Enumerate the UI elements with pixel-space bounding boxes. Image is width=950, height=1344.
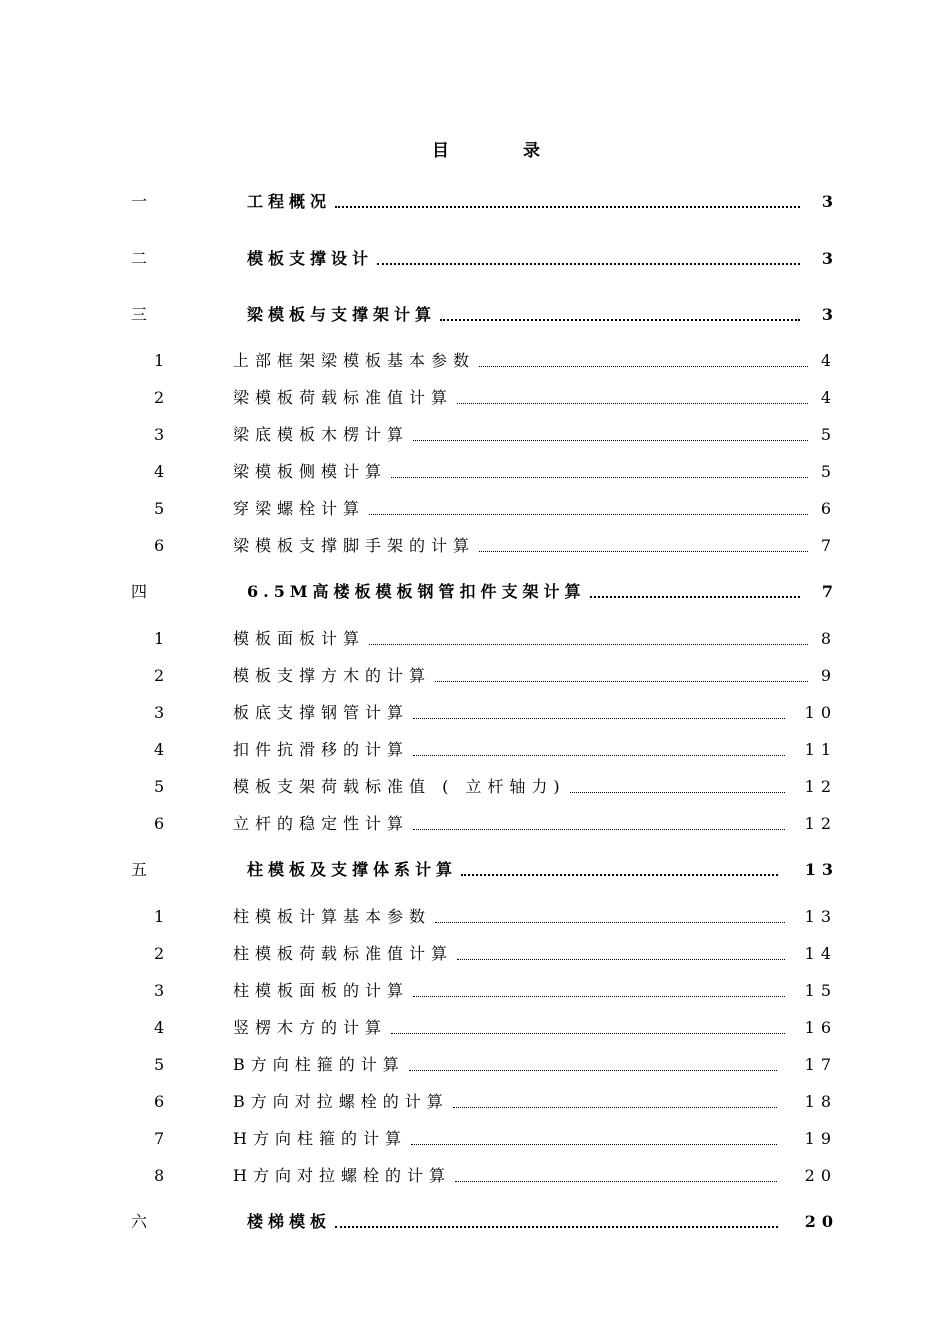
dot-leader	[391, 1033, 785, 1034]
toc-entry[interactable]	[0, 497, 950, 521]
toc-entry-page: 4	[820, 388, 837, 407]
toc-entry[interactable]	[0, 858, 950, 882]
toc-entry-page: 20	[804, 1166, 837, 1185]
toc-entry-leader	[247, 190, 800, 214]
toc-entry[interactable]	[0, 701, 950, 725]
toc-entry-number: 6	[154, 814, 165, 833]
dot-leader	[461, 874, 778, 876]
toc-entry-title: B方向对拉螺栓的计算	[233, 1092, 449, 1111]
toc-entry-number: 2	[154, 388, 165, 407]
toc-entry-title: 竖楞木方的计算	[233, 1018, 388, 1037]
dot-leader	[590, 596, 800, 598]
toc-entry[interactable]	[0, 979, 950, 1003]
toc-entry[interactable]	[0, 423, 950, 447]
toc-entry-page: 3	[821, 192, 839, 211]
toc-entry-title: 梁模板与支撑架计算	[247, 305, 437, 324]
dot-leader	[479, 366, 808, 367]
toc-entry-page: 11	[804, 740, 837, 759]
toc-entry[interactable]	[0, 1164, 950, 1188]
toc-entry-title: 穿梁螺栓计算	[233, 499, 366, 518]
dot-leader	[479, 551, 808, 552]
toc-entry-page: 4	[820, 351, 837, 370]
toc-entry-page: 15	[804, 981, 837, 1000]
toc-entry-leader	[247, 1210, 778, 1234]
toc-entry-title: 柱模板面板的计算	[233, 981, 410, 1000]
toc-entry-number: 8	[154, 1166, 165, 1185]
toc-entry-title: 柱模板及支撑体系计算	[247, 860, 458, 879]
toc-entry-page: 16	[804, 1018, 837, 1037]
toc-entry-page: 8	[820, 629, 837, 648]
toc-entry-number: 3	[154, 981, 165, 1000]
toc-entry-leader	[233, 349, 808, 373]
toc-entry-page: 18	[804, 1092, 837, 1111]
toc-entry-page: 9	[820, 666, 837, 685]
toc-entry-title: 模板面板计算	[233, 629, 366, 648]
toc-entry[interactable]	[0, 812, 950, 836]
toc-entry-title: 模板支撑设计	[247, 249, 374, 268]
toc-entry-title: 模板支撑方木的计算	[233, 666, 432, 685]
toc-entry-number: 1	[154, 351, 165, 370]
dot-leader	[413, 718, 785, 719]
dot-leader	[335, 206, 800, 208]
toc-entry-page: 17	[804, 1055, 837, 1074]
dot-leader	[453, 1107, 777, 1108]
dot-leader	[570, 792, 785, 793]
toc-entry-title: 梁底模板木楞计算	[233, 425, 410, 444]
toc-entry-title: 扣件抗滑移的计算	[233, 740, 410, 759]
dot-leader	[435, 922, 785, 923]
toc-entry[interactable]	[0, 1053, 950, 1077]
toc-entry-number: 6	[154, 536, 165, 555]
dot-leader	[391, 477, 808, 478]
toc-entry-number: 3	[154, 425, 165, 444]
toc-entry-number: 三	[131, 305, 148, 324]
toc-entry-page: 3	[821, 305, 839, 324]
toc-entry-leader	[233, 627, 808, 651]
toc-entry-title: 楼梯模板	[247, 1212, 332, 1231]
toc-entry-leader	[247, 580, 800, 604]
dot-leader	[435, 681, 808, 682]
toc-entry-page: 5	[820, 462, 837, 481]
toc-entry-page: 10	[804, 703, 837, 722]
toc-entry-leader	[233, 664, 808, 688]
toc-entry[interactable]	[0, 942, 950, 966]
toc-entry[interactable]	[0, 627, 950, 651]
toc-entry-title: H方向对拉螺栓的计算	[233, 1166, 451, 1185]
toc-entry-leader	[233, 812, 785, 836]
toc-entry-title: 柱模板荷载标准值计算	[233, 944, 454, 963]
toc-entry[interactable]	[0, 247, 950, 271]
toc-entry-number: 5	[154, 499, 165, 518]
toc-entry[interactable]	[0, 580, 950, 604]
dot-leader	[457, 403, 808, 404]
toc-entry-number: 5	[154, 1055, 165, 1074]
toc-entry-leader	[233, 1127, 777, 1151]
toc-entry-number: 7	[154, 1129, 165, 1148]
toc-entry-leader	[247, 303, 800, 327]
toc-entry-title: 工程概况	[247, 192, 332, 211]
toc-entry[interactable]	[0, 386, 950, 410]
dot-leader	[413, 440, 808, 441]
toc-entry-leader	[233, 1016, 785, 1040]
toc-entry-leader	[233, 1164, 777, 1188]
dot-leader	[455, 1181, 777, 1182]
toc-entry[interactable]	[0, 190, 950, 214]
toc-entry-number: 六	[131, 1212, 148, 1231]
toc-entry-number: 2	[154, 666, 165, 685]
toc-entry-title: B方向柱箍的计算	[233, 1055, 405, 1074]
dot-leader	[369, 644, 808, 645]
toc-entry[interactable]	[0, 905, 950, 929]
toc-entry[interactable]	[0, 738, 950, 762]
toc-entry-title: 上部框架梁模板基本参数	[233, 351, 476, 370]
toc-title	[0, 136, 950, 160]
toc-entry-leader	[233, 738, 785, 762]
toc-entry-page: 19	[804, 1129, 837, 1148]
toc-entry-number: 一	[131, 192, 148, 211]
toc-entry-leader	[233, 905, 785, 929]
dot-leader	[369, 514, 808, 515]
dot-leader	[335, 1226, 778, 1228]
dot-leader	[413, 996, 785, 997]
toc-entry-number: 4	[154, 1018, 165, 1037]
toc-entry-leader	[233, 942, 785, 966]
toc-entry-number: 5	[154, 777, 165, 796]
toc-entry[interactable]	[0, 1210, 950, 1234]
toc-entry-page: 7	[821, 582, 839, 601]
toc-entry-number: 3	[154, 703, 165, 722]
toc-entry[interactable]	[0, 1090, 950, 1114]
toc-entry-leader	[247, 858, 778, 882]
toc-entry-leader	[247, 247, 800, 271]
toc-entry-number: 2	[154, 944, 165, 963]
toc-entry-page: 5	[820, 425, 837, 444]
toc-entry-page: 20	[804, 1212, 839, 1231]
toc-entry-title: 梁模板荷载标准值计算	[233, 388, 454, 407]
toc-entry-number: 4	[154, 462, 165, 481]
toc-entry-title: 6.5M高楼板模板钢管扣件支架计算	[247, 582, 586, 601]
toc-entry-leader	[233, 1053, 777, 1077]
toc-entry-page: 7	[820, 536, 837, 555]
toc-entry-title: 立杆的稳定性计算	[233, 814, 410, 833]
toc-entry-number: 1	[154, 907, 165, 926]
toc-entry-page: 3	[821, 249, 839, 268]
dot-leader	[377, 263, 800, 265]
toc-entry-leader	[233, 460, 808, 484]
toc-entry-leader	[233, 386, 808, 410]
toc-entry-leader	[233, 423, 808, 447]
toc-entry-title: H方向柱箍的计算	[233, 1129, 407, 1148]
dot-leader	[413, 755, 785, 756]
toc-entry-leader	[233, 1090, 777, 1114]
toc-entry-leader	[233, 979, 785, 1003]
toc-entry-page: 12	[804, 777, 837, 796]
toc-entry-number: 4	[154, 740, 165, 759]
toc-entry-page: 6	[820, 499, 837, 518]
toc-entry-leader	[233, 701, 785, 725]
toc-entry-number: 6	[154, 1092, 165, 1111]
dot-leader	[457, 959, 785, 960]
toc-entry[interactable]	[0, 1127, 950, 1151]
toc-entry-leader	[233, 497, 808, 521]
dot-leader	[409, 1070, 777, 1071]
toc-title-char: 录	[523, 141, 540, 161]
toc-entry-title: 柱模板计算基本参数	[233, 907, 432, 926]
toc-entry-title: 模板支架荷载标准值 ( 立杆轴力)	[233, 777, 566, 796]
toc-entry-page: 14	[804, 944, 837, 963]
toc-entry[interactable]	[0, 349, 950, 373]
toc-entry-number: 四	[131, 582, 148, 601]
toc-entry-number: 二	[131, 249, 148, 268]
toc-entry-leader	[233, 775, 785, 799]
toc-entry[interactable]	[0, 460, 950, 484]
toc-entry[interactable]	[0, 534, 950, 558]
toc-entry-page: 13	[804, 907, 837, 926]
dot-leader	[411, 1144, 777, 1145]
toc-entry-title: 板底支撑钢管计算	[233, 703, 410, 722]
toc-entry[interactable]	[0, 303, 950, 327]
toc-entry-number: 1	[154, 629, 165, 648]
toc-entry[interactable]	[0, 664, 950, 688]
toc-entry-leader	[233, 534, 808, 558]
toc-entry-page: 13	[804, 860, 839, 879]
toc-entry-number: 五	[131, 860, 148, 879]
dot-leader	[413, 829, 785, 830]
toc-entry[interactable]	[0, 775, 950, 799]
toc-entry-title: 梁模板支撑脚手架的计算	[233, 536, 476, 555]
toc-entry-page: 12	[804, 814, 837, 833]
toc-title-char: 目	[432, 141, 449, 161]
toc-entry-title: 梁模板侧模计算	[233, 462, 388, 481]
dot-leader	[440, 319, 800, 321]
toc-entry[interactable]	[0, 1016, 950, 1040]
